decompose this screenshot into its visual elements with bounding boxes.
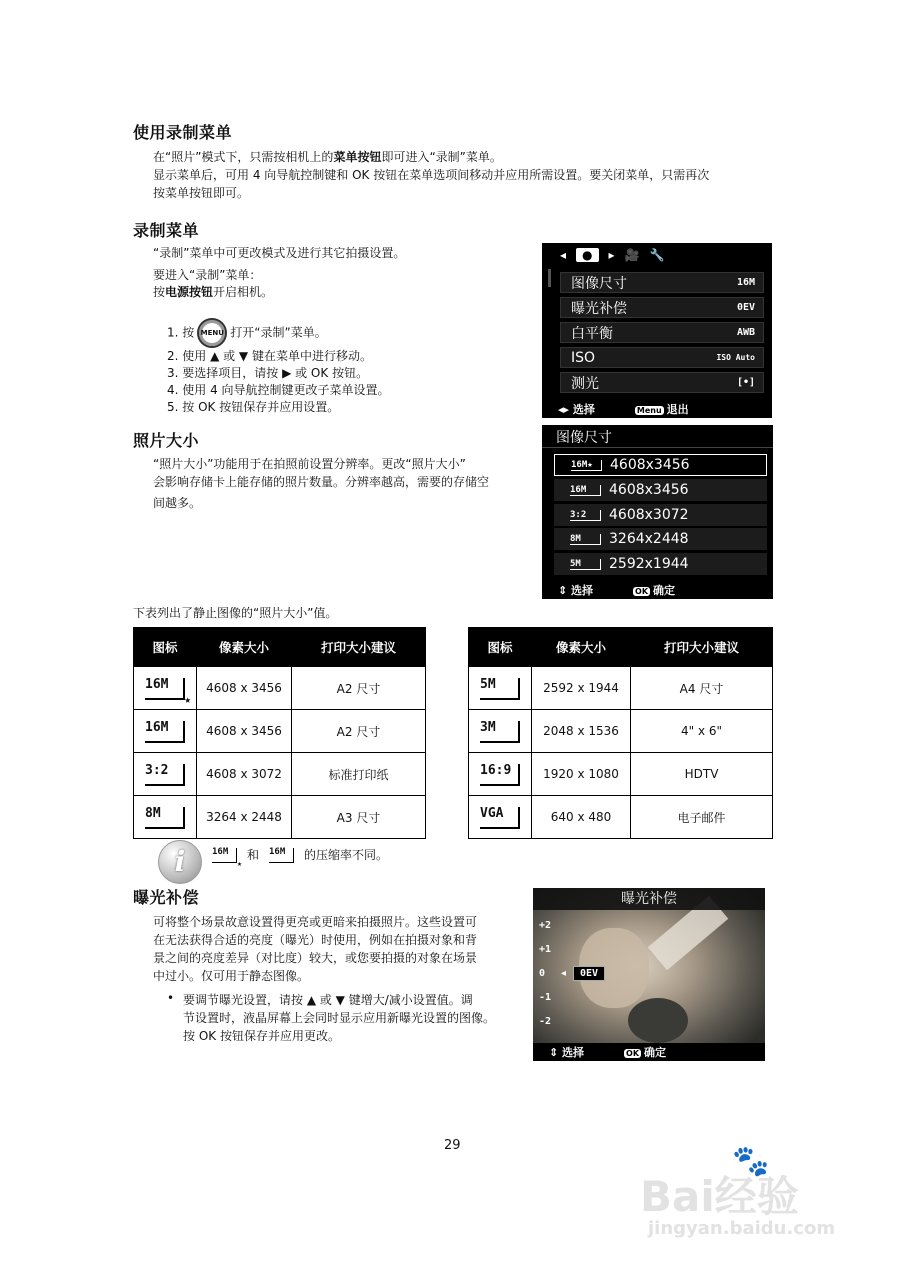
sec2-enter: 要进入“录制”菜单： bbox=[153, 268, 262, 282]
preview-photo bbox=[533, 888, 765, 1061]
size-16-9-icon: 16:9 bbox=[480, 764, 520, 786]
sec4-line-2: 在无法获得合适的亮度（曝光）时使用，例如在拍摄对象和背 bbox=[153, 933, 478, 947]
sec4-bullet-1: 要调节曝光设置，请按 ▲ 或 ▼ 键增大/减小设置值。调 bbox=[183, 993, 473, 1007]
camera-image-size-screen bbox=[542, 425, 773, 599]
table-row: 16M ★ 4608 x 3456 A2 尺寸 bbox=[134, 667, 426, 710]
sec4-line-4: 中过小。仅可用于静态图像。 bbox=[153, 969, 310, 983]
section-title-exposure: 曝光补偿 bbox=[133, 888, 200, 907]
tab-wrench-icon: 🔧 bbox=[649, 248, 665, 262]
camera-record-menu-screen bbox=[542, 243, 772, 418]
steps-list bbox=[167, 318, 390, 416]
menu-row-image-size: 图像尺寸 16M bbox=[560, 272, 764, 293]
size-16m-star-small-icon: 16M ★ bbox=[212, 847, 242, 868]
size-vga-icon: VGA bbox=[480, 807, 520, 829]
baidu-watermark: 🐾 Bai经验 bbox=[640, 1144, 799, 1221]
size-16m-small-icon: 16M bbox=[269, 848, 294, 863]
footer-ok: OK 确定 bbox=[626, 1046, 667, 1059]
watermark-paw-icon: 🐾 bbox=[732, 1144, 770, 1179]
page-number: 29 bbox=[444, 1138, 461, 1153]
tab-video-icon: 🎥 bbox=[624, 248, 640, 262]
section-title-photo-size: 照片大小 bbox=[133, 431, 200, 450]
step-1: 1. 按 MENU 打开“录制”菜单。 bbox=[167, 318, 390, 348]
step-3: 3. 要选择项目，请按 ▶ 或 OK 按钮。 bbox=[167, 366, 369, 380]
sec3-line-3: 间越多。 bbox=[153, 496, 202, 510]
tab-right-arrow-icon: ▸ bbox=[608, 248, 615, 262]
exposure-footer bbox=[533, 1043, 765, 1061]
step-5: 5. 按 OK 按钮保存并应用设置。 bbox=[167, 400, 340, 414]
section-title-record-menu: 录制菜单 bbox=[133, 221, 200, 240]
table-header-row bbox=[134, 628, 426, 667]
camera-tabs bbox=[542, 243, 772, 267]
exposure-scale: +2 +1 0 -1 -2 bbox=[539, 920, 552, 1027]
menu-row-exposure: 曝光补偿 0EV bbox=[560, 297, 764, 318]
bullet-dot: • bbox=[167, 991, 175, 1005]
exposure-title-bar bbox=[533, 888, 765, 910]
size-5m-icon: 5M bbox=[480, 678, 520, 700]
baidu-watermark-url: jingyan.baidu.com bbox=[648, 1218, 836, 1239]
table-row: 16:9 1920 x 1080 HDTV bbox=[469, 753, 773, 796]
note-and: 和 bbox=[247, 848, 260, 862]
size-16m-icon: 16M bbox=[145, 721, 185, 743]
note-text: 的压缩率不同。 bbox=[304, 848, 389, 862]
exposure-current: 0EV bbox=[573, 966, 605, 981]
col-pixels: 像素大小 bbox=[197, 628, 292, 667]
sec4-line-1: 可将整个场景故意设置得更亮或更暗来拍摄照片。这些设置可 bbox=[153, 915, 478, 929]
col-pixels: 像素大小 bbox=[532, 628, 631, 667]
photo-size-table-right bbox=[468, 627, 773, 839]
exposure-title: 曝光补偿 bbox=[621, 891, 677, 907]
size-option-16m: 16M 4608x3456 bbox=[554, 479, 767, 501]
tab-left-arrow-icon: ◂ bbox=[560, 248, 567, 262]
table-row: 8M 3264 x 2448 A3 尺寸 bbox=[134, 796, 426, 839]
sec1-paragraph-2: 显示菜单后，可用 4 向导航控制键和 OK 按钮在菜单选项间移动并应用所需设置。要关闭菜单，只需再次 bbox=[153, 168, 710, 182]
menu-row-white-balance: 白平衡 AWB bbox=[560, 322, 764, 343]
size-option-5m: 5M 2592x1944 bbox=[554, 553, 767, 575]
col-icon: 图标 bbox=[134, 628, 197, 667]
sec4-bullet-3: 按 OK 按钮保存并应用更改。 bbox=[183, 1029, 340, 1043]
sec4-line-3: 景之间的亮度差异（对比度）较大，或您要拍摄的对象在场景 bbox=[153, 951, 478, 965]
size-option-16m-star: 16M★ 4608x3456 bbox=[554, 454, 767, 476]
col-print: 打印大小建议 bbox=[631, 628, 773, 667]
sec2-power: 按电源按钮开启相机。 bbox=[153, 285, 274, 299]
footer-exit: Menu 退出 bbox=[636, 403, 689, 416]
size-3-2-icon: 3:2 bbox=[145, 764, 185, 786]
sec1-paragraph-3: 按菜单按钮即可。 bbox=[153, 186, 250, 200]
table-row: 3:2 4608 x 3072 标准打印纸 bbox=[134, 753, 426, 796]
photo-size-table-left bbox=[133, 627, 426, 839]
footer-select: ⇕ 选择 bbox=[558, 584, 594, 597]
col-print: 打印大小建议 bbox=[292, 628, 426, 667]
menu-button-icon: MENU bbox=[197, 318, 227, 348]
camera-menu-footer bbox=[542, 400, 772, 418]
scroll-indicator bbox=[548, 269, 551, 287]
section-title-record-menu-usage: 使用录制菜单 bbox=[133, 123, 233, 142]
footer-select: ⇕ 选择 bbox=[549, 1046, 585, 1059]
table-intro: 下表列出了静止图像的“照片大小”值。 bbox=[133, 606, 338, 620]
size-16m-star-icon: 16M ★ bbox=[145, 676, 191, 706]
image-size-footer bbox=[542, 581, 773, 599]
note-line bbox=[212, 846, 389, 868]
footer-select: ◂▸ 选择 bbox=[558, 403, 595, 416]
camera-exposure-screen bbox=[533, 888, 765, 1061]
photo-object bbox=[628, 998, 688, 1043]
table-header-row bbox=[469, 628, 773, 667]
sec2-intro: “录制”菜单中可更改模式及进行其它拍摄设置。 bbox=[153, 246, 406, 260]
step-2: 2. 使用 ▲ 或 ▼ 键在菜单中进行移动。 bbox=[167, 349, 372, 363]
sec3-line-1: “照片大小”功能用于在拍照前设置分辨率。更改“照片大小” bbox=[153, 457, 466, 471]
size-8m-icon: 8M bbox=[145, 807, 185, 829]
menu-row-iso: ISO ISO Auto bbox=[560, 347, 764, 368]
size-option-3-2: 3:2 4608x3072 bbox=[554, 504, 767, 526]
sec4-bullet-2: 节设置时，液晶屏幕上会同时显示应用新曝光设置的图像。 bbox=[183, 1011, 496, 1025]
footer-ok: OK 确定 bbox=[635, 584, 676, 597]
size-option-8m: 8M 3264x2448 bbox=[554, 528, 767, 550]
table-row: 5M 2592 x 1944 A4 尺寸 bbox=[469, 667, 773, 710]
info-icon: i bbox=[158, 840, 202, 884]
image-size-title: 图像尺寸 bbox=[556, 430, 612, 446]
table-row: 3M 2048 x 1536 4" x 6" bbox=[469, 710, 773, 753]
table-row: VGA 640 x 480 电子邮件 bbox=[469, 796, 773, 839]
menu-row-metering: 测光 [•] bbox=[560, 372, 764, 393]
table-row: 16M 4608 x 3456 A2 尺寸 bbox=[134, 710, 426, 753]
size-3m-icon: 3M bbox=[480, 721, 520, 743]
sec1-paragraph-1: 在“照片”模式下，只需按相机上的菜单按钮即可进入“录制”菜单。 bbox=[153, 150, 502, 164]
step-4: 4. 使用 4 向导航控制键更改子菜单设置。 bbox=[167, 383, 390, 397]
tab-camera-icon: ● bbox=[576, 248, 598, 262]
col-icon: 图标 bbox=[469, 628, 532, 667]
exposure-pointer-icon: ◂ bbox=[561, 968, 567, 979]
sec3-line-2: 会影响存储卡上能存储的照片数量。分辨率越高，需要的存储空 bbox=[153, 475, 490, 489]
image-size-title-bar bbox=[542, 425, 773, 448]
